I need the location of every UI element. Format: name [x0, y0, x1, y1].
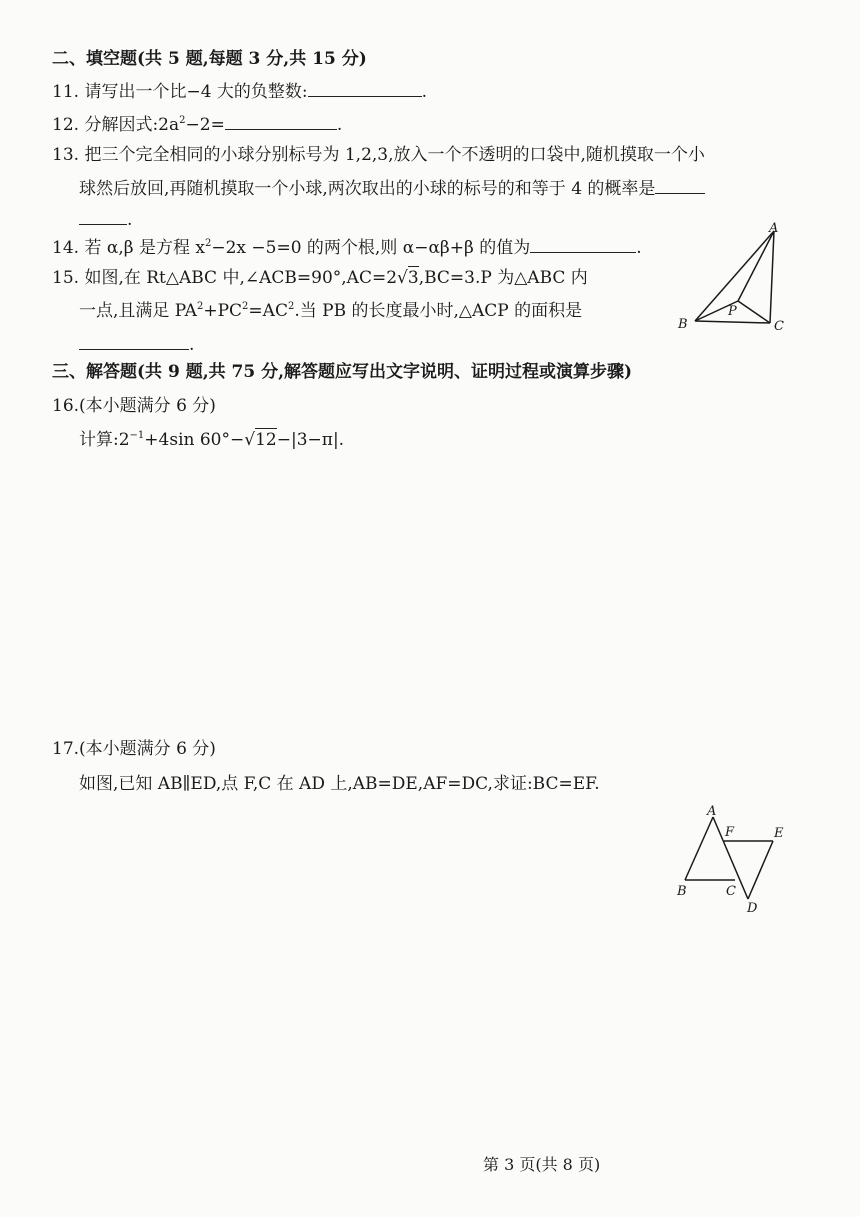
question-text-line1: 如图,在 Rt△ABC 中,∠ACB=90°,AC=2: [84, 268, 398, 288]
question-14: [52, 236, 642, 259]
segment-pc: [738, 301, 770, 323]
label-e: E: [774, 826, 784, 841]
question-13: [52, 144, 705, 166]
question-number: 14.: [52, 238, 80, 258]
question-text-line2: 球然后放回,再随机摸取一个小球,两次取出的小球的标号的和等于 4 的概率是: [79, 179, 656, 199]
label-p: P: [728, 304, 737, 319]
label-b: B: [678, 317, 688, 332]
question-15: 15. 如图,在 Rt△ABC 中,∠ACB=90°,AC=2√3,BC=3.P 为△ABC 内: [52, 268, 588, 288]
section-3-heading: 三、解答题(共 9 题,共 75 分,解答题应写出文字说明、证明过程或演算步骤): [52, 362, 633, 382]
period: .: [636, 238, 642, 258]
question-16-title: 16.(本小题满分 6 分): [52, 396, 216, 416]
label-a: A: [769, 221, 779, 236]
text-fragment: .当 PB 的长度最小时,△ACP 的面积是: [294, 301, 583, 321]
question-13-line2: [79, 177, 705, 200]
superscript: 2: [242, 301, 249, 312]
label-c: C: [726, 884, 736, 899]
answer-blank: [225, 113, 337, 130]
text-fragment: +PC: [203, 301, 243, 321]
label-d: D: [747, 901, 758, 916]
answer-blank: [530, 236, 636, 253]
calc-text: 计算:2: [79, 430, 130, 450]
label-a: A: [707, 804, 717, 819]
calc-text-end: −|3−π|.: [276, 430, 345, 450]
superscript: 2: [287, 301, 295, 312]
question-text: 分解因式:2a: [84, 115, 180, 135]
answer-blank: [308, 80, 422, 97]
period: .: [336, 115, 343, 135]
question-text: 若 α,β 是方程 x: [84, 238, 205, 258]
segment-ab: [685, 817, 713, 880]
answer-blank: [79, 333, 189, 350]
sqrt-radicand: 12: [255, 430, 277, 450]
superscript: −1: [129, 430, 145, 441]
period: .: [127, 210, 133, 230]
section-2-heading: 二、填空题(共 5 题,每题 3 分,共 15 分): [52, 49, 367, 69]
figure-triangle-abc-p: [675, 222, 795, 337]
answer-blank-cont: [79, 208, 127, 225]
segment-ed: [748, 841, 773, 899]
question-17-body: 如图,已知 AB∥ED,点 F,C 在 AD 上,AB=DE,AF=DC,求证:BC=EF.: [79, 774, 600, 794]
figure-ab-ed: [675, 803, 795, 915]
period: .: [421, 82, 428, 102]
question-17-title: 17.(本小题满分 6 分): [52, 739, 216, 759]
superscript: 2: [196, 301, 204, 312]
question-text-cont: −2=: [185, 115, 225, 135]
label-c: C: [774, 319, 784, 334]
question-15-line3: [79, 333, 194, 356]
question-12: [52, 113, 342, 136]
calc-text-cont: +4sin 60°−: [144, 430, 245, 450]
question-text: 请写出一个比−4 大的负整数:: [84, 82, 308, 102]
superscript: 2: [204, 238, 212, 249]
page-footer: 第 3 页(共 8 页): [483, 1155, 601, 1174]
question-13-line3: [79, 208, 132, 231]
question-16-body: 计算$:2^{-1}+4\sin$ 60°−√12−|3−π|.: [79, 430, 345, 450]
question-number: 15.: [52, 268, 80, 288]
text-fragment: =AC: [248, 301, 288, 321]
question-15-line2: [79, 300, 582, 322]
question-number: 13.: [52, 145, 80, 165]
edge-bc: [695, 321, 770, 323]
answer-blank: [655, 177, 705, 194]
question-text-line1-cont: ,BC=3.P 为△ABC 内: [418, 268, 588, 288]
question-number: 11.: [52, 82, 80, 102]
question-number: 12.: [52, 115, 80, 135]
edge-ac: [770, 231, 774, 323]
label-b: B: [677, 884, 687, 899]
sqrt-radicand: 3: [407, 268, 419, 288]
period: .: [189, 335, 195, 355]
label-f: F: [725, 825, 735, 840]
question-text-line1: 把三个完全相同的小球分别标号为 1,2,3,放入一个不透明的口袋中,随机摸取一个小: [84, 145, 705, 165]
question-text-line2: 一点,且满足 PA: [79, 301, 197, 321]
question-11: [52, 80, 427, 103]
superscript: 2: [179, 115, 186, 126]
question-text-cont: −2x −5=0 的两个根,则 α−αβ+β 的值为: [211, 238, 531, 258]
